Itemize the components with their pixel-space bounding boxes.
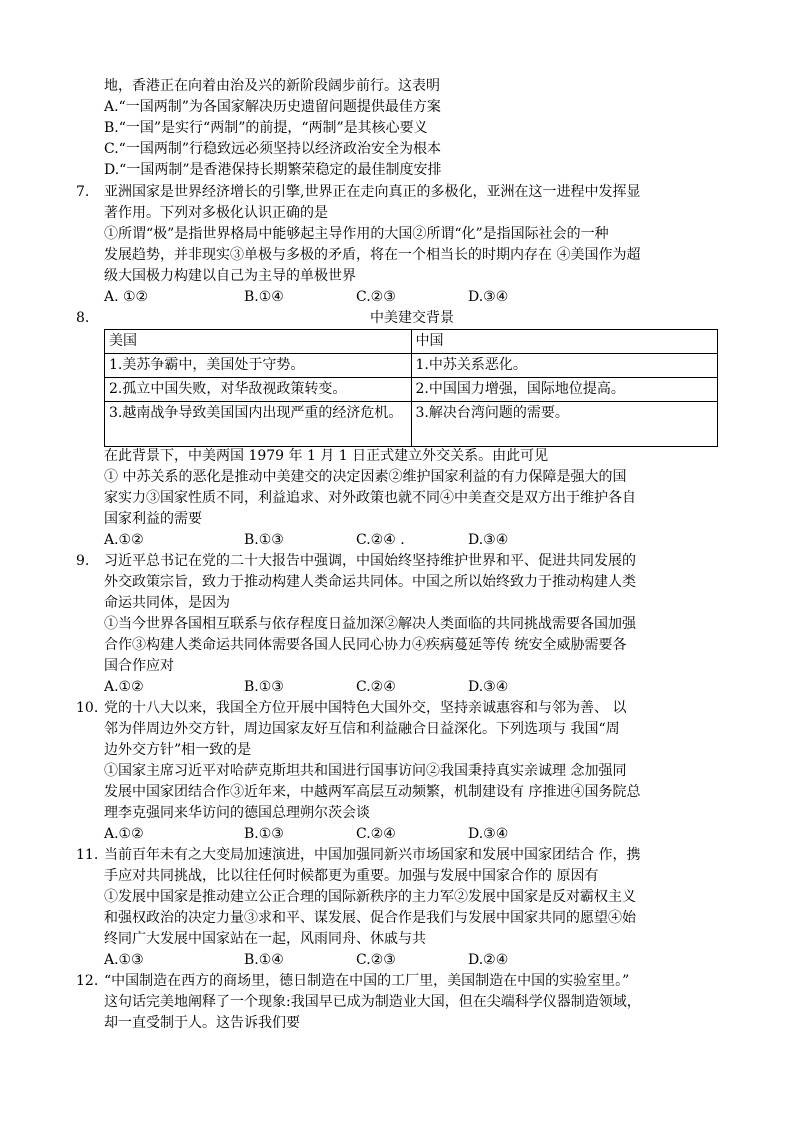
- q9-option-b: B.①③: [244, 679, 284, 695]
- q7-line: 亚洲国家是世界经济增长的引擎,世界正在走向真正的多极化，亚洲在这一进程中发挥显: [104, 184, 641, 200]
- q11-line: ①发展中国家是推动建立公正合理的国际新秩序的主力军②发展中国家是反对霸权主义: [104, 889, 636, 905]
- q11-line: 当前百年未有之大变局加速演进，中国加强同新兴市场国家和发展中国家团结合 作，携: [104, 847, 641, 863]
- q8-line: 国家利益的需要: [104, 511, 202, 527]
- q10-line: 理李克强同来华访问的德国总理朔尔茨会谈: [104, 805, 370, 821]
- q10-number: 10.: [76, 700, 99, 716]
- q9-option-a: A.①②: [104, 679, 144, 695]
- q9-options: [104, 677, 704, 698]
- q8-option-c: C.②④ .: [356, 532, 405, 548]
- table-header-usa: 美国: [105, 330, 412, 354]
- q7-number: 7.: [76, 184, 90, 200]
- q8-option-a: A.①②: [104, 532, 144, 548]
- q7-line: ①所谓“极”是指世界格局中能够起主导作用的大国②所谓“化”是指国际社会的一种: [104, 226, 609, 242]
- table-header-china: 中国: [411, 330, 718, 354]
- q11-option-c: C.②③: [356, 952, 396, 968]
- table-cell: 2.中国国力增强，国际地位提高。: [411, 378, 718, 402]
- q10-option-b: B.①③: [244, 826, 284, 842]
- q10-option-c: C.②④: [356, 826, 396, 842]
- q7-option-c: C.②③: [356, 289, 396, 305]
- q12-line: 这句话完美地阐释了一个现象:我国早已成为制造业大国，但在尖端科学仪器制造领域，: [104, 994, 641, 1010]
- q10-option-d: D.③④: [468, 826, 509, 842]
- q8-table-title: 中美建交背景: [370, 310, 454, 326]
- q7-line: 著作用。下列对多极化认识正确的是: [104, 205, 328, 221]
- q11-option-d: D.②④: [468, 952, 509, 968]
- table-cell: 3.越南战争导致美国国内出现严重的经济危机。: [105, 402, 412, 447]
- q12-line: “中国制造在西方的商场里，德日制造在中国的工厂里，美国制造在中国的实验室里。”: [104, 973, 630, 989]
- q8-options: [104, 530, 704, 551]
- table-header-row: [105, 330, 718, 354]
- q9-line: 外交政策宗旨，致力于推动构建人类命运共同体。中国之所以始终致力于推动构建人类: [104, 574, 636, 590]
- q11-line: 和强权政治的决定力量③求和平、谋发展、促合作是我们与发展中国家共同的愿望④始: [104, 910, 636, 926]
- table-row: [105, 354, 718, 378]
- q7-option-a: A. ①②: [104, 289, 149, 305]
- table-cell: 3.解决台湾问题的需要。: [411, 402, 718, 447]
- prev-option-a: A.“一国两制”为各国家解决历史遗留问题提供最佳方案: [104, 99, 441, 115]
- q9-line: 命运共同体，是因为: [104, 595, 230, 611]
- q10-line: 发展中国家团结合作③近年来，中越两军高层互动频繁，机制建设有 序推进④国务院总: [104, 784, 641, 800]
- q11-options: [104, 950, 704, 971]
- q9-line: 国合作应对: [104, 658, 174, 674]
- q9-option-c: C.②④: [356, 679, 396, 695]
- q12-number: 12.: [76, 973, 99, 989]
- q7-options: [104, 287, 704, 308]
- prev-option-b: B.“一国”是实行“两制”的前提，“两制”是其核心要义: [104, 120, 428, 136]
- q7-line: 发展趋势，并非现实③单极与多极的矛盾，将在一个相当长的时期内存在 ④美国作为超: [104, 247, 641, 263]
- q10-option-a: A.①②: [104, 826, 144, 842]
- q9-option-d: D.③④: [468, 679, 509, 695]
- q8-line: ① 中苏关系的恶化是推动中美建交的决定因素②维护国家利益的有力保障是强大的国: [104, 469, 627, 485]
- q9-line: 习近平总书记在党的二十大报告中强调，中国始终坚持维护世界和平、促进共同发展的: [104, 553, 636, 569]
- q7-option-b: B.①④: [244, 289, 284, 305]
- q10-line: 边外交方针”相一致的是: [104, 742, 252, 758]
- q11-number: 11.: [76, 847, 99, 863]
- q10-line: 邻为伴周边外交方针，周边国家友好互信和利益融合日益深化。下列选项与 我国“周: [104, 721, 620, 737]
- q7-option-d: D.③④: [468, 289, 509, 305]
- q8-option-b: B.①③: [244, 532, 284, 548]
- table-cell: 1.美苏争霸中，美国处于守势。: [105, 354, 412, 378]
- q11-option-a: A.①③: [104, 952, 144, 968]
- q8-option-d: D.③④: [468, 532, 509, 548]
- q8-line: 家实力③国家性质不同，利益追求、对外政策也就不同④中美查交是双方出于维护各自: [104, 490, 636, 506]
- q10-options: [104, 824, 704, 845]
- prev-question-stem: 地，香港正在向着由治及兴的新阶段阔步前行。这表明: [104, 78, 440, 94]
- table-row: [105, 378, 718, 402]
- q12-line: 却一直受制于人。这告诉我们要: [104, 1015, 300, 1031]
- q9-line: 合作③构建人类命运共同体需要各国人民同心协力④疾病蔓延等传 统安全威胁需要各: [104, 637, 627, 653]
- q11-line: 手应对共同挑战，比以往任何时候都更为重要。加强与发展中国家合作的 原因有: [104, 868, 599, 884]
- table-cell: 1.中苏关系恶化。: [411, 354, 718, 378]
- q11-option-b: B.①④: [244, 952, 284, 968]
- table-row: [105, 402, 718, 447]
- q11-line: 终同广大发展中国家站在一起，风雨同舟、休戚与共: [104, 931, 426, 947]
- prev-option-c: C.“一国两制”行稳致远必须坚持以经济政治安全为根本: [104, 141, 441, 157]
- q9-number: 9.: [76, 553, 90, 569]
- q8-number: 8.: [76, 310, 90, 326]
- q10-line: ①国家主席习近平对哈萨克斯坦共和国进行国事访问②我国秉持真实亲诚理 念加强同: [104, 763, 627, 779]
- q7-line: 级大国极力构建以自己为主导的单极世界: [104, 268, 356, 284]
- q8-background-table: [104, 329, 718, 447]
- q8-line: 在此背景下，中美两国 1979 年 1 月 1 日正式建立外交关系。由此可见: [104, 448, 549, 464]
- q10-line: 党的十八大以来，我国全方位开展中国特色大国外交，坚持亲诚惠容和与邻为善、 以: [104, 700, 627, 716]
- table-cell: 2.孤立中国失败，对华敌视政策转变。: [105, 378, 412, 402]
- prev-option-d: D.“一国两制”是香港保持长期繁荣稳定的最佳制度安排: [104, 162, 442, 178]
- q9-line: ①当今世界各国相互联系与依存程度日益加深②解决人类面临的共同挑战需要各国加强: [104, 616, 636, 632]
